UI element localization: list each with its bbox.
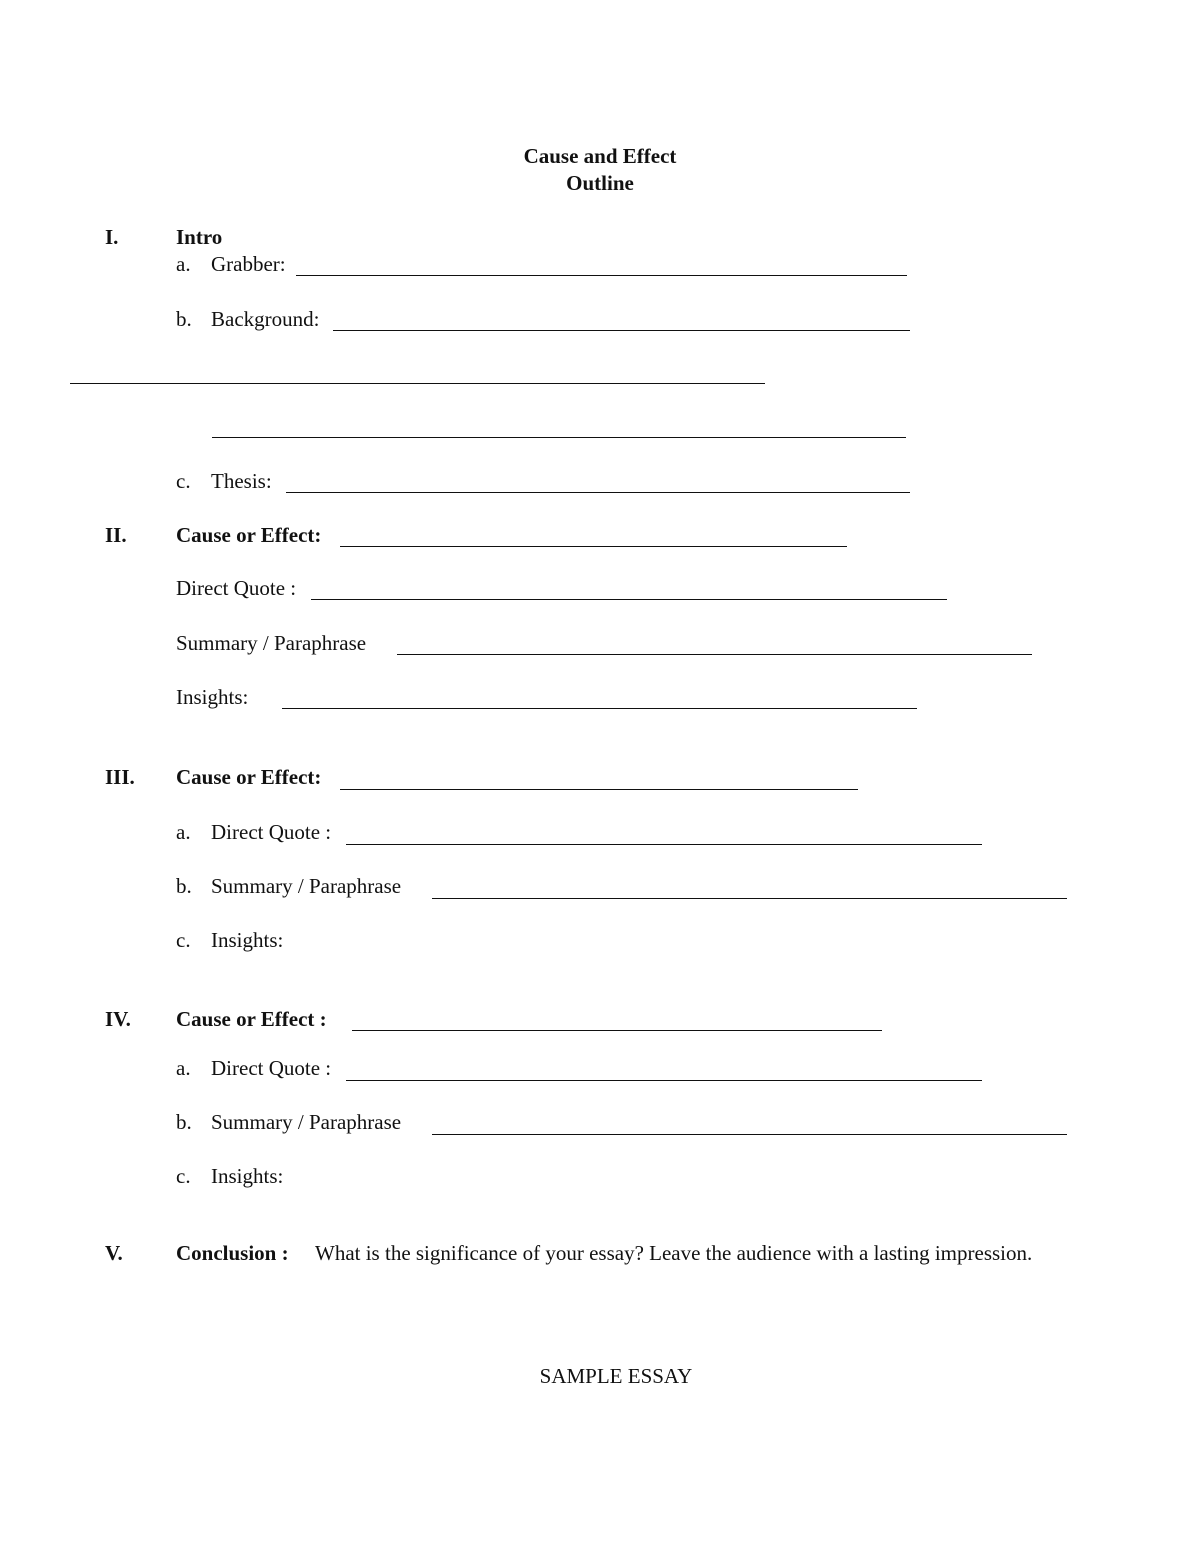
section-4-quote-answer-line[interactable]: [346, 1080, 982, 1081]
section-4-quote-label: Direct Quote :: [211, 1056, 332, 1080]
section-2-summary-label: Summary / Paraphrase: [176, 631, 367, 655]
section-3-quote-answer-line[interactable]: [346, 844, 982, 845]
section-5-heading: Conclusion :: [176, 1241, 289, 1265]
section-3-summary-answer-line[interactable]: [432, 898, 1067, 899]
section-1-a-marker: a.: [176, 252, 191, 276]
background-label: Background:: [211, 307, 320, 331]
document-title: Cause and Effect: [523, 144, 677, 168]
section-3-insights-label: Insights:: [211, 928, 284, 952]
section-4-insights-label: Insights:: [211, 1164, 284, 1188]
thesis-label: Thesis:: [211, 469, 272, 493]
section-4-a-marker: a.: [176, 1056, 191, 1080]
section-4-summary-label: Summary / Paraphrase: [211, 1110, 402, 1134]
section-4-heading: Cause or Effect :: [176, 1007, 327, 1031]
section-4-numeral: IV.: [105, 1007, 131, 1031]
section-2-heading-answer-line[interactable]: [340, 546, 847, 547]
section-2-quote-label: Direct Quote :: [176, 576, 297, 600]
section-3-a-marker: a.: [176, 820, 191, 844]
section-2-insights-label: Insights:: [176, 685, 249, 709]
background-answer-line-2[interactable]: [70, 383, 765, 384]
section-3-heading-answer-line[interactable]: [340, 789, 858, 790]
thesis-answer-line[interactable]: [286, 492, 910, 493]
section-2-summary-answer-line[interactable]: [397, 654, 1032, 655]
section-5-numeral: V.: [105, 1241, 123, 1265]
section-4-c-marker: c.: [176, 1164, 191, 1188]
section-4-heading-answer-line[interactable]: [352, 1030, 882, 1031]
sample-essay-heading: SAMPLE ESSAY: [539, 1364, 693, 1388]
section-4-summary-answer-line[interactable]: [432, 1134, 1067, 1135]
section-4-b-marker: b.: [176, 1110, 192, 1134]
section-2-heading: Cause or Effect:: [176, 523, 322, 547]
section-1-b-marker: b.: [176, 307, 192, 331]
section-1-numeral: I.: [105, 225, 119, 249]
document-subtitle: Outline: [566, 171, 634, 195]
section-3-b-marker: b.: [176, 874, 192, 898]
conclusion-prompt: What is the significance of your essay? Leave the audience with a lasting impression.: [315, 1241, 1033, 1265]
grabber-label: Grabber:: [211, 252, 286, 276]
background-answer-line[interactable]: [333, 330, 910, 331]
section-3-summary-label: Summary / Paraphrase: [211, 874, 402, 898]
section-3-quote-label: Direct Quote :: [211, 820, 332, 844]
section-3-heading: Cause or Effect:: [176, 765, 322, 789]
section-2-quote-answer-line[interactable]: [311, 599, 947, 600]
section-2-insights-answer-line[interactable]: [282, 708, 917, 709]
background-answer-line-3[interactable]: [212, 437, 906, 438]
section-1-c-marker: c.: [176, 469, 191, 493]
grabber-answer-line[interactable]: [296, 275, 907, 276]
section-1-heading: Intro: [176, 225, 223, 249]
section-2-numeral: II.: [105, 523, 127, 547]
section-3-numeral: III.: [105, 765, 135, 789]
section-3-c-marker: c.: [176, 928, 191, 952]
